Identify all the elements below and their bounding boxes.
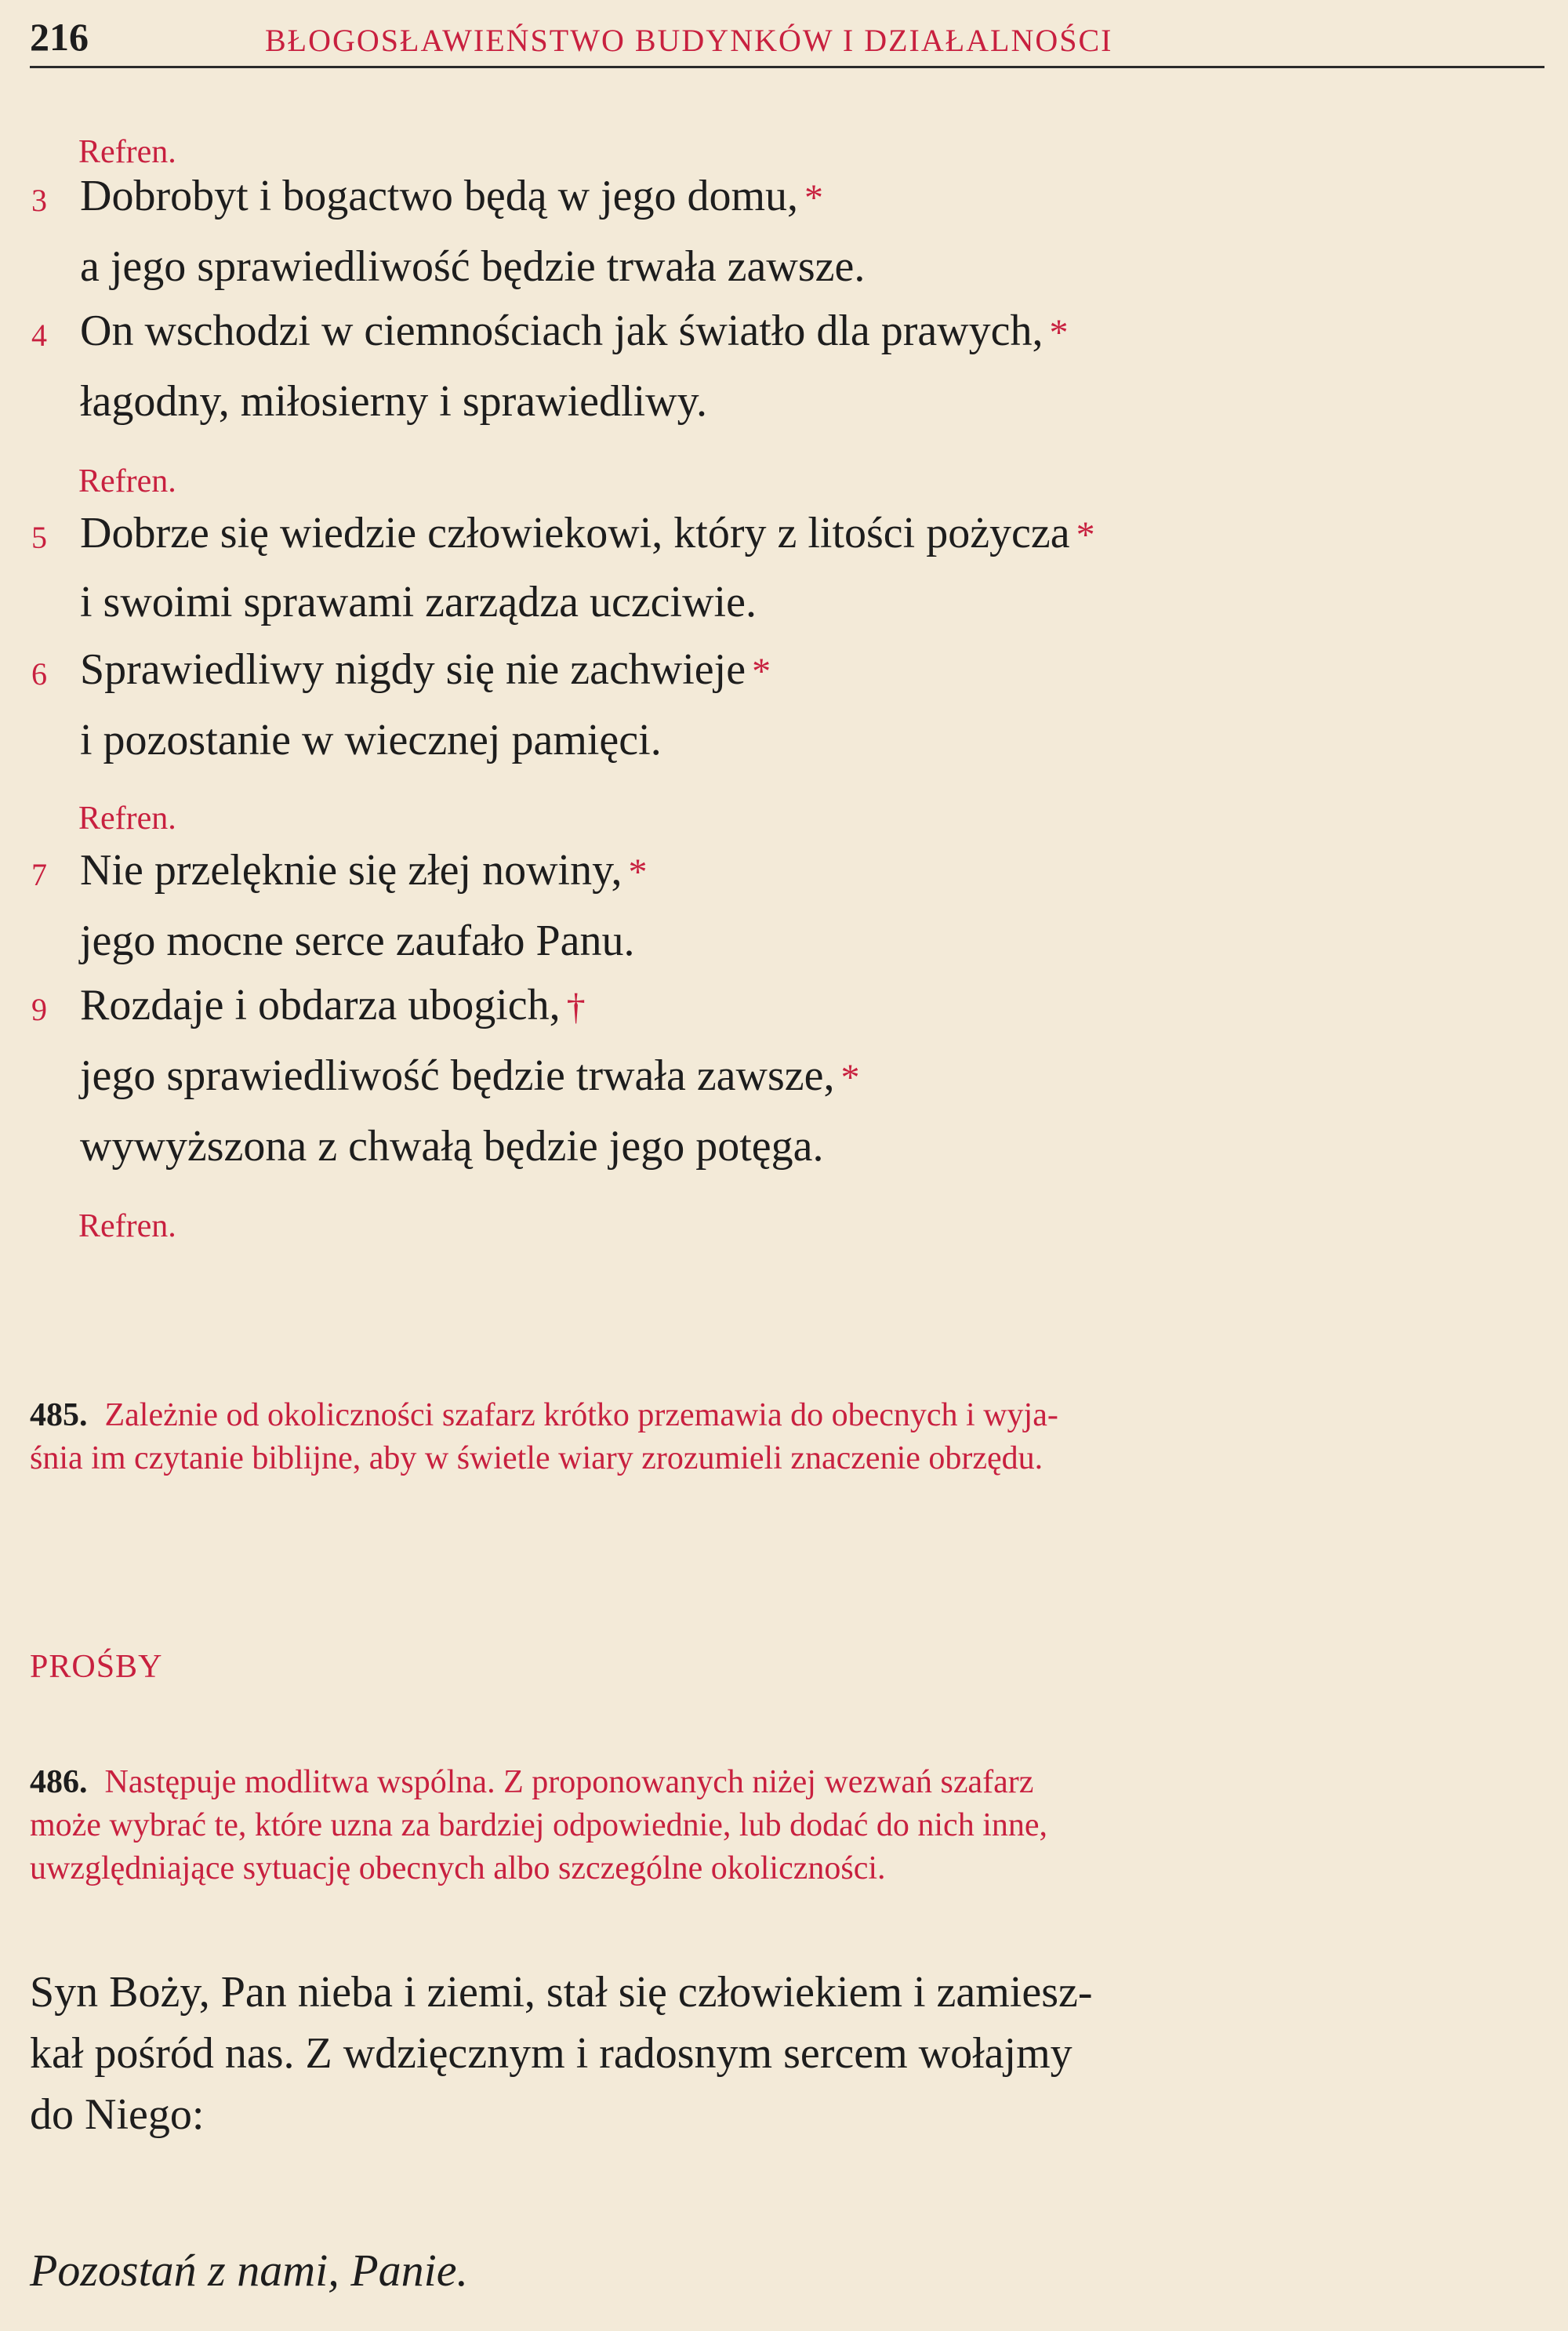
instruction-line: śnia im czytanie biblijne, aby w świetle wiary zrozumieli znaczenie obrzędu. [30,1440,1044,1476]
section-heading: PROŚBY [30,1649,163,1685]
intro-line: kał pośród nas. Z wdzięcznym i radosnym sercem wołajmy [30,2029,1073,2078]
asterisk-mark: * [752,651,771,692]
verse-line: wywyższona z chwałą będzie jego potęga. [80,1122,824,1171]
verse-number: 4 [31,318,47,353]
verse-line: jego sprawiedliwość będzie trwała zawsze, * [80,1051,860,1100]
dagger-mark: † [566,986,586,1028]
verse-number: 6 [31,656,47,692]
verse-number: 5 [31,520,47,555]
verse-line: Nie przelęknie się złej nowiny, * [80,846,648,895]
refrain-label: Refren. [78,134,176,170]
verse-line: łagodny, miłosierny i sprawiedliwy. [80,377,707,426]
verse-number: 3 [31,183,47,218]
asterisk-mark: * [1076,514,1095,556]
intro-line: do Niego: [30,2090,205,2139]
verse-line: Dobrobyt i bogactwo będą w jego domu, * [80,172,824,220]
instruction-line: uwzględniające sytuację obecnych albo szczególne okoliczności. [30,1850,886,1886]
asterisk-mark: * [1049,312,1069,354]
running-head: BŁOGOSŁAWIEŃSTWO BUDYNKÓW I DZIAŁALNOŚCI [265,23,1113,58]
refrain-label: Refren. [78,1208,176,1244]
verse-line: a jego sprawiedliwość będzie trwała zawsze. [80,242,866,291]
intro-line: Syn Boży, Pan nieba i ziemi, stał się człowiekiem i zamiesz- [30,1968,1093,2017]
verse-line: i pozostanie w wiecznej pamięci. [80,716,662,764]
page-number: 216 [30,15,89,59]
asterisk-mark: * [804,177,824,219]
verse-line: Dobrze się wiedzie człowiekowi, który z litości pożycza * [80,509,1095,557]
asterisk-mark: * [840,1057,860,1098]
page-header [30,11,1544,68]
instruction-485 [30,1394,1543,1480]
refrain-label: Refren. [78,463,176,499]
verse-line: i swoimi sprawami zarządza uczciwie. [80,578,757,626]
prayer-intro [30,1962,1543,2145]
asterisk-mark: * [628,851,648,893]
verse-number: 7 [31,857,47,892]
instruction-number: 486. [30,1764,88,1800]
verse-line: Rozdaje i obdarza ubogich, † [80,981,586,1029]
instruction-line: może wybrać te, które uzna za bardziej odpowiednie, lub dodać do nich inne, [30,1807,1048,1843]
instruction-486 [30,1761,1543,1890]
verse-line: On wschodzi w ciemnościach jak światło dla prawych, * [80,307,1069,355]
prayer-response: Pozostań z nami, Panie. [30,2245,469,2296]
instruction-line: 486. Następuje modlitwa wspólna. Z proponowanych niżej wezwań szafarz [30,1764,1034,1800]
verse-line: jego mocne serce zaufało Panu. [80,917,635,965]
instruction-line: 485. Zależnie od okoliczności szafarz krótko przemawia do obecnych i wyja- [30,1397,1058,1433]
refrain-label: Refren. [78,801,176,837]
verse-line: Sprawiedliwy nigdy się nie zachwieje * [80,645,771,694]
instruction-number: 485. [30,1397,88,1433]
verse-number: 9 [31,992,47,1027]
